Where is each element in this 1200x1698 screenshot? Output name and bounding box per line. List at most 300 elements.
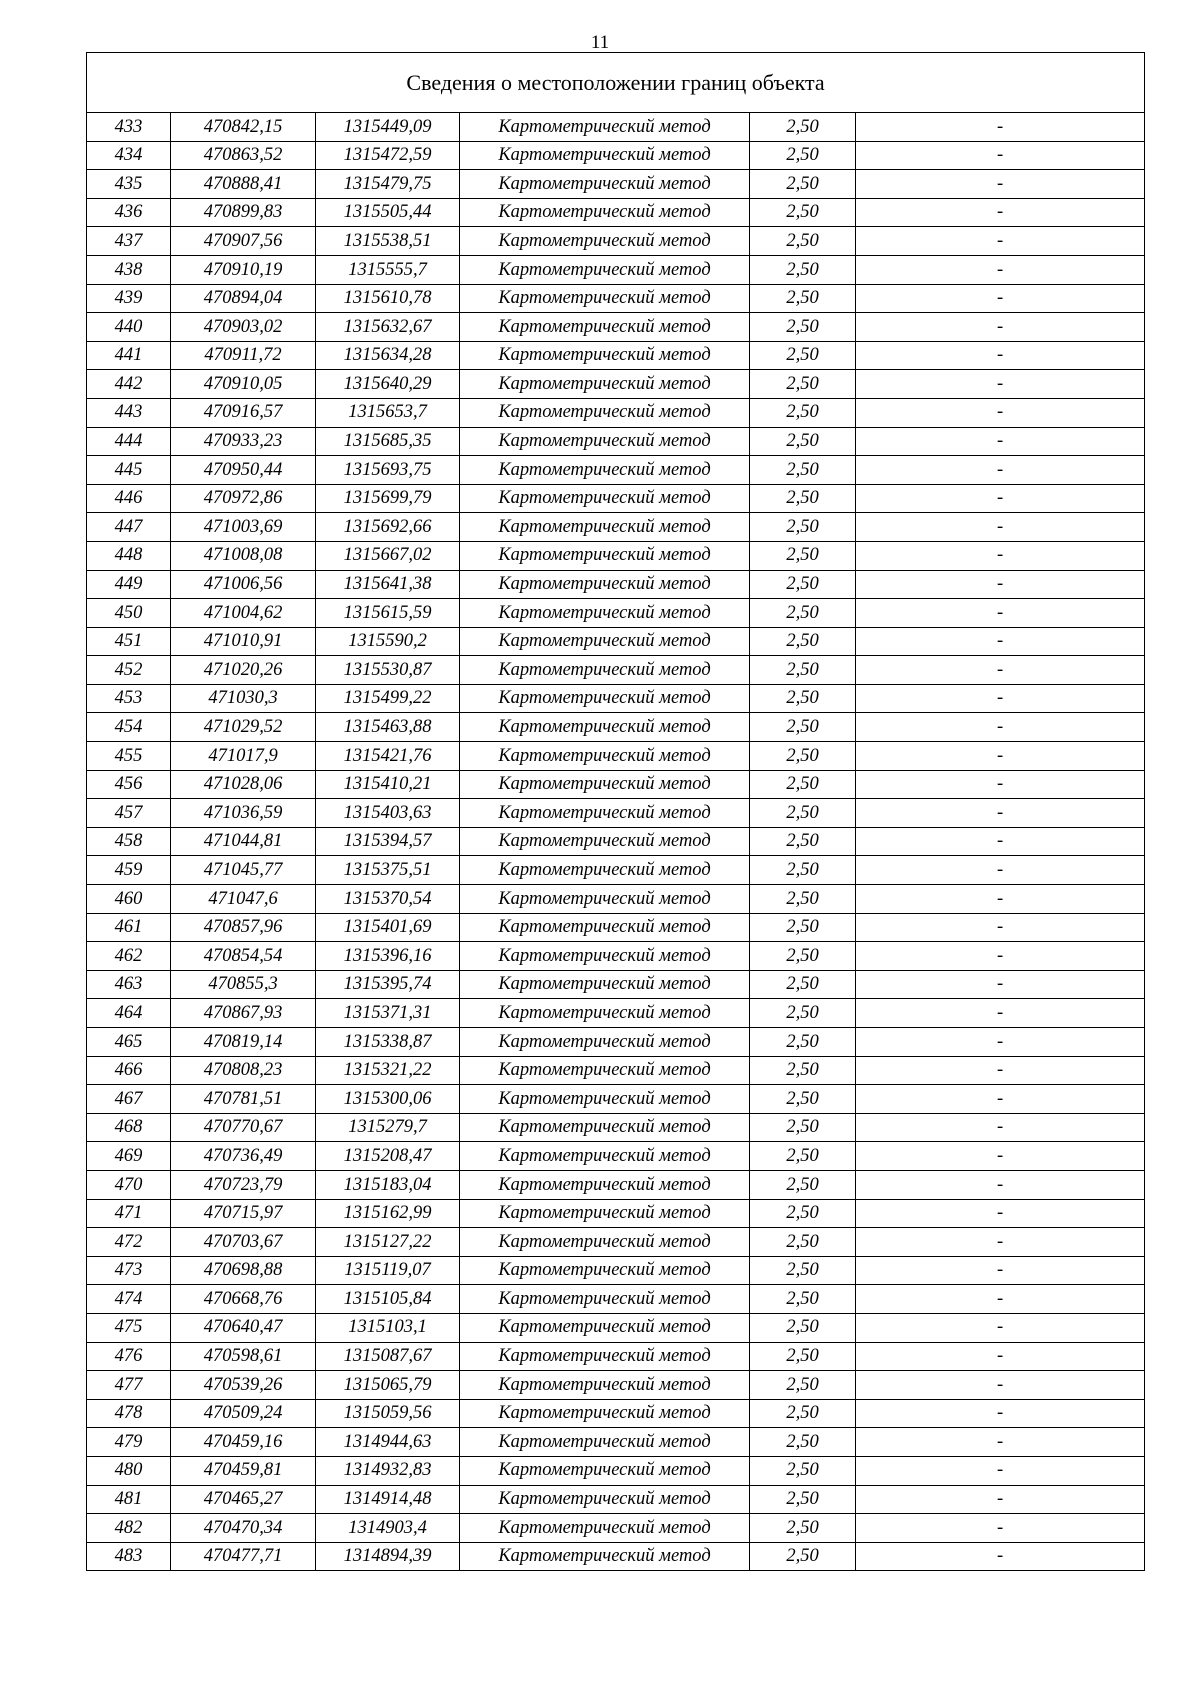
- table-title: Сведения о местоположении границ объекта: [87, 53, 1145, 113]
- accuracy-cell: 2,50: [750, 484, 856, 513]
- x-coordinate-cell: 470910,19: [171, 255, 316, 284]
- description-cell: -: [856, 113, 1145, 142]
- point-number-cell: 472: [87, 1228, 171, 1257]
- x-coordinate-cell: 470903,02: [171, 313, 316, 342]
- point-number-cell: 469: [87, 1142, 171, 1171]
- accuracy-cell: 2,50: [750, 113, 856, 142]
- table-row: [87, 627, 1145, 656]
- x-coordinate-cell: 471003,69: [171, 513, 316, 542]
- table-row: [87, 513, 1145, 542]
- description-cell: -: [856, 427, 1145, 456]
- method-cell: Картометрический метод: [460, 827, 750, 856]
- x-coordinate-cell: 470888,41: [171, 170, 316, 199]
- point-number-cell: 477: [87, 1371, 171, 1400]
- y-coordinate-cell: 1315371,31: [316, 999, 460, 1028]
- y-coordinate-cell: 1315375,51: [316, 856, 460, 885]
- y-coordinate-cell: 1315394,57: [316, 827, 460, 856]
- x-coordinate-cell: 470459,81: [171, 1456, 316, 1485]
- accuracy-cell: 2,50: [750, 970, 856, 999]
- description-cell: -: [856, 484, 1145, 513]
- x-coordinate-cell: 471044,81: [171, 827, 316, 856]
- x-coordinate-cell: 470916,57: [171, 398, 316, 427]
- point-number-cell: 438: [87, 255, 171, 284]
- method-cell: Картометрический метод: [460, 570, 750, 599]
- y-coordinate-cell: 1315403,63: [316, 799, 460, 828]
- accuracy-cell: 2,50: [750, 1371, 856, 1400]
- table-row: [87, 1199, 1145, 1228]
- table-row: [87, 427, 1145, 456]
- method-cell: Картометрический метод: [460, 627, 750, 656]
- table-row: [87, 713, 1145, 742]
- x-coordinate-cell: 471036,59: [171, 799, 316, 828]
- point-number-cell: 481: [87, 1485, 171, 1514]
- point-number-cell: 446: [87, 484, 171, 513]
- accuracy-cell: 2,50: [750, 141, 856, 170]
- y-coordinate-cell: 1315615,59: [316, 599, 460, 628]
- table-row: [87, 570, 1145, 599]
- point-number-cell: 441: [87, 341, 171, 370]
- method-cell: Картометрический метод: [460, 1256, 750, 1285]
- x-coordinate-cell: 470910,05: [171, 370, 316, 399]
- accuracy-cell: 2,50: [750, 1542, 856, 1571]
- point-number-cell: 473: [87, 1256, 171, 1285]
- x-coordinate-cell: 470509,24: [171, 1399, 316, 1428]
- x-coordinate-cell: 470459,16: [171, 1428, 316, 1457]
- table-row: [87, 1256, 1145, 1285]
- accuracy-cell: 2,50: [750, 856, 856, 885]
- method-cell: Картометрический метод: [460, 942, 750, 971]
- description-cell: -: [856, 1170, 1145, 1199]
- x-coordinate-cell: 470950,44: [171, 456, 316, 485]
- y-coordinate-cell: 1315449,09: [316, 113, 460, 142]
- point-number-cell: 474: [87, 1285, 171, 1314]
- point-number-cell: 466: [87, 1056, 171, 1085]
- y-coordinate-cell: 1315105,84: [316, 1285, 460, 1314]
- accuracy-cell: 2,50: [750, 627, 856, 656]
- table-row: [87, 255, 1145, 284]
- table-row: [87, 456, 1145, 485]
- point-number-cell: 452: [87, 656, 171, 685]
- description-cell: -: [856, 827, 1145, 856]
- point-number-cell: 454: [87, 713, 171, 742]
- point-number-cell: 448: [87, 541, 171, 570]
- accuracy-cell: 2,50: [750, 942, 856, 971]
- table-row: [87, 1113, 1145, 1142]
- method-cell: Картометрический метод: [460, 227, 750, 256]
- y-coordinate-cell: 1315505,44: [316, 198, 460, 227]
- y-coordinate-cell: 1315396,16: [316, 942, 460, 971]
- point-number-cell: 458: [87, 827, 171, 856]
- point-number-cell: 465: [87, 1028, 171, 1057]
- description-cell: -: [856, 255, 1145, 284]
- point-number-cell: 456: [87, 770, 171, 799]
- description-cell: -: [856, 227, 1145, 256]
- method-cell: Картометрический метод: [460, 170, 750, 199]
- method-cell: Картометрический метод: [460, 513, 750, 542]
- description-cell: -: [856, 913, 1145, 942]
- table-row: [87, 856, 1145, 885]
- method-cell: Картометрический метод: [460, 141, 750, 170]
- method-cell: Картометрический метод: [460, 1514, 750, 1543]
- accuracy-cell: 2,50: [750, 656, 856, 685]
- table-row: [87, 1142, 1145, 1171]
- y-coordinate-cell: 1315127,22: [316, 1228, 460, 1257]
- method-cell: Картометрический метод: [460, 1199, 750, 1228]
- accuracy-cell: 2,50: [750, 456, 856, 485]
- accuracy-cell: 2,50: [750, 255, 856, 284]
- point-number-cell: 435: [87, 170, 171, 199]
- table-row: [87, 942, 1145, 971]
- description-cell: -: [856, 284, 1145, 313]
- x-coordinate-cell: 470477,71: [171, 1542, 316, 1571]
- x-coordinate-cell: 470703,67: [171, 1228, 316, 1257]
- method-cell: Картометрический метод: [460, 684, 750, 713]
- table-row: [87, 341, 1145, 370]
- description-cell: -: [856, 970, 1145, 999]
- point-number-cell: 436: [87, 198, 171, 227]
- method-cell: Картометрический метод: [460, 341, 750, 370]
- method-cell: Картометрический метод: [460, 370, 750, 399]
- table-row: [87, 284, 1145, 313]
- point-number-cell: 483: [87, 1542, 171, 1571]
- point-number-cell: 471: [87, 1199, 171, 1228]
- description-cell: -: [856, 513, 1145, 542]
- description-cell: -: [856, 1313, 1145, 1342]
- point-number-cell: 433: [87, 113, 171, 142]
- method-cell: Картометрический метод: [460, 599, 750, 628]
- point-number-cell: 459: [87, 856, 171, 885]
- accuracy-cell: 2,50: [750, 513, 856, 542]
- method-cell: Картометрический метод: [460, 1085, 750, 1114]
- accuracy-cell: 2,50: [750, 1113, 856, 1142]
- description-cell: -: [856, 942, 1145, 971]
- x-coordinate-cell: 470894,04: [171, 284, 316, 313]
- description-cell: -: [856, 856, 1145, 885]
- y-coordinate-cell: 1315395,74: [316, 970, 460, 999]
- accuracy-cell: 2,50: [750, 599, 856, 628]
- accuracy-cell: 2,50: [750, 770, 856, 799]
- y-coordinate-cell: 1315300,06: [316, 1085, 460, 1114]
- table-row: [87, 970, 1145, 999]
- accuracy-cell: 2,50: [750, 827, 856, 856]
- table-row: [87, 742, 1145, 771]
- accuracy-cell: 2,50: [750, 341, 856, 370]
- y-coordinate-cell: 1315499,22: [316, 684, 460, 713]
- point-number-cell: 450: [87, 599, 171, 628]
- y-coordinate-cell: 1315338,87: [316, 1028, 460, 1057]
- description-cell: -: [856, 713, 1145, 742]
- x-coordinate-cell: 470857,96: [171, 913, 316, 942]
- accuracy-cell: 2,50: [750, 799, 856, 828]
- x-coordinate-cell: 470465,27: [171, 1485, 316, 1514]
- point-number-cell: 467: [87, 1085, 171, 1114]
- table-row: [87, 1056, 1145, 1085]
- point-number-cell: 447: [87, 513, 171, 542]
- description-cell: -: [856, 398, 1145, 427]
- point-number-cell: 455: [87, 742, 171, 771]
- point-number-cell: 439: [87, 284, 171, 313]
- table-row: [87, 999, 1145, 1028]
- table-row: [87, 1456, 1145, 1485]
- method-cell: Картометрический метод: [460, 799, 750, 828]
- table-row: [87, 1514, 1145, 1543]
- y-coordinate-cell: 1315401,69: [316, 913, 460, 942]
- point-number-cell: 434: [87, 141, 171, 170]
- point-number-cell: 462: [87, 942, 171, 971]
- table-row: [87, 1170, 1145, 1199]
- x-coordinate-cell: 471029,52: [171, 713, 316, 742]
- method-cell: Картометрический метод: [460, 656, 750, 685]
- method-cell: Картометрический метод: [460, 999, 750, 1028]
- x-coordinate-cell: 470863,52: [171, 141, 316, 170]
- x-coordinate-cell: 470808,23: [171, 1056, 316, 1085]
- description-cell: -: [856, 1514, 1145, 1543]
- table-row: [87, 170, 1145, 199]
- method-cell: Картометрический метод: [460, 113, 750, 142]
- table-row: [87, 1371, 1145, 1400]
- description-cell: -: [856, 341, 1145, 370]
- x-coordinate-cell: 470855,3: [171, 970, 316, 999]
- description-cell: -: [856, 1199, 1145, 1228]
- accuracy-cell: 2,50: [750, 885, 856, 914]
- x-coordinate-cell: 470781,51: [171, 1085, 316, 1114]
- table-row: [87, 484, 1145, 513]
- method-cell: Картометрический метод: [460, 284, 750, 313]
- accuracy-cell: 2,50: [750, 1085, 856, 1114]
- x-coordinate-cell: 471030,3: [171, 684, 316, 713]
- method-cell: Картометрический метод: [460, 198, 750, 227]
- description-cell: -: [856, 313, 1145, 342]
- accuracy-cell: 2,50: [750, 742, 856, 771]
- x-coordinate-cell: 470907,56: [171, 227, 316, 256]
- method-cell: Картометрический метод: [460, 255, 750, 284]
- method-cell: Картометрический метод: [460, 913, 750, 942]
- y-coordinate-cell: 1315530,87: [316, 656, 460, 685]
- x-coordinate-cell: 470867,93: [171, 999, 316, 1028]
- method-cell: Картометрический метод: [460, 1428, 750, 1457]
- accuracy-cell: 2,50: [750, 541, 856, 570]
- y-coordinate-cell: 1315693,75: [316, 456, 460, 485]
- y-coordinate-cell: 1315610,78: [316, 284, 460, 313]
- y-coordinate-cell: 1315183,04: [316, 1170, 460, 1199]
- description-cell: -: [856, 627, 1145, 656]
- accuracy-cell: 2,50: [750, 570, 856, 599]
- x-coordinate-cell: 470715,97: [171, 1199, 316, 1228]
- x-coordinate-cell: 471004,62: [171, 599, 316, 628]
- method-cell: Картометрический метод: [460, 1142, 750, 1171]
- y-coordinate-cell: 1315632,67: [316, 313, 460, 342]
- description-cell: -: [856, 684, 1145, 713]
- method-cell: Картометрический метод: [460, 1485, 750, 1514]
- method-cell: Картометрический метод: [460, 885, 750, 914]
- method-cell: Картометрический метод: [460, 856, 750, 885]
- x-coordinate-cell: 471017,9: [171, 742, 316, 771]
- method-cell: Картометрический метод: [460, 1170, 750, 1199]
- method-cell: Картометрический метод: [460, 1056, 750, 1085]
- description-cell: -: [856, 799, 1145, 828]
- description-cell: -: [856, 1085, 1145, 1114]
- y-coordinate-cell: 1315692,66: [316, 513, 460, 542]
- point-number-cell: 480: [87, 1456, 171, 1485]
- y-coordinate-cell: 1315162,99: [316, 1199, 460, 1228]
- method-cell: Картометрический метод: [460, 1342, 750, 1371]
- table-row: [87, 1542, 1145, 1571]
- table-row: [87, 1313, 1145, 1342]
- x-coordinate-cell: 471008,08: [171, 541, 316, 570]
- table-row: [87, 656, 1145, 685]
- table-row: [87, 1428, 1145, 1457]
- description-cell: -: [856, 1456, 1145, 1485]
- point-number-cell: 451: [87, 627, 171, 656]
- accuracy-cell: 2,50: [750, 913, 856, 942]
- accuracy-cell: 2,50: [750, 1285, 856, 1314]
- accuracy-cell: 2,50: [750, 427, 856, 456]
- point-number-cell: 443: [87, 398, 171, 427]
- method-cell: Картометрический метод: [460, 398, 750, 427]
- method-cell: Картометрический метод: [460, 1228, 750, 1257]
- description-cell: -: [856, 656, 1145, 685]
- x-coordinate-cell: 470770,67: [171, 1113, 316, 1142]
- point-number-cell: 449: [87, 570, 171, 599]
- y-coordinate-cell: 1315653,7: [316, 398, 460, 427]
- point-number-cell: 453: [87, 684, 171, 713]
- y-coordinate-cell: 1315641,38: [316, 570, 460, 599]
- description-cell: -: [856, 1371, 1145, 1400]
- x-coordinate-cell: 470598,61: [171, 1342, 316, 1371]
- accuracy-cell: 2,50: [750, 1142, 856, 1171]
- point-number-cell: 470: [87, 1170, 171, 1199]
- x-coordinate-cell: 471028,06: [171, 770, 316, 799]
- accuracy-cell: 2,50: [750, 999, 856, 1028]
- y-coordinate-cell: 1315370,54: [316, 885, 460, 914]
- y-coordinate-cell: 1315279,7: [316, 1113, 460, 1142]
- table-row: [87, 827, 1145, 856]
- description-cell: -: [856, 1228, 1145, 1257]
- description-cell: -: [856, 1056, 1145, 1085]
- method-cell: Картометрический метод: [460, 713, 750, 742]
- method-cell: Картометрический метод: [460, 427, 750, 456]
- method-cell: Картометрический метод: [460, 1113, 750, 1142]
- x-coordinate-cell: 470819,14: [171, 1028, 316, 1057]
- description-cell: -: [856, 1399, 1145, 1428]
- accuracy-cell: 2,50: [750, 1170, 856, 1199]
- accuracy-cell: 2,50: [750, 370, 856, 399]
- accuracy-cell: 2,50: [750, 1342, 856, 1371]
- description-cell: -: [856, 198, 1145, 227]
- method-cell: Картометрический метод: [460, 1399, 750, 1428]
- method-cell: Картометрический метод: [460, 742, 750, 771]
- accuracy-cell: 2,50: [750, 1399, 856, 1428]
- table-row: [87, 1285, 1145, 1314]
- accuracy-cell: 2,50: [750, 227, 856, 256]
- method-cell: Картометрический метод: [460, 770, 750, 799]
- method-cell: Картометрический метод: [460, 1542, 750, 1571]
- y-coordinate-cell: 1315463,88: [316, 713, 460, 742]
- description-cell: -: [856, 541, 1145, 570]
- x-coordinate-cell: 470470,34: [171, 1514, 316, 1543]
- description-cell: -: [856, 170, 1145, 199]
- x-coordinate-cell: 470736,49: [171, 1142, 316, 1171]
- y-coordinate-cell: 1315065,79: [316, 1371, 460, 1400]
- x-coordinate-cell: 470640,47: [171, 1313, 316, 1342]
- y-coordinate-cell: 1315634,28: [316, 341, 460, 370]
- x-coordinate-cell: 470899,83: [171, 198, 316, 227]
- point-number-cell: 479: [87, 1428, 171, 1457]
- table-row: [87, 398, 1145, 427]
- description-cell: -: [856, 1428, 1145, 1457]
- accuracy-cell: 2,50: [750, 284, 856, 313]
- accuracy-cell: 2,50: [750, 1514, 856, 1543]
- y-coordinate-cell: 1315640,29: [316, 370, 460, 399]
- table-row: [87, 913, 1145, 942]
- table-row: [87, 1028, 1145, 1057]
- point-number-cell: 464: [87, 999, 171, 1028]
- y-coordinate-cell: 1315410,21: [316, 770, 460, 799]
- x-coordinate-cell: 471006,56: [171, 570, 316, 599]
- accuracy-cell: 2,50: [750, 713, 856, 742]
- y-coordinate-cell: 1315087,67: [316, 1342, 460, 1371]
- y-coordinate-cell: 1315667,02: [316, 541, 460, 570]
- x-coordinate-cell: 470911,72: [171, 341, 316, 370]
- method-cell: Картометрический метод: [460, 1456, 750, 1485]
- table-row: [87, 541, 1145, 570]
- y-coordinate-cell: 1315479,75: [316, 170, 460, 199]
- x-coordinate-cell: 470854,54: [171, 942, 316, 971]
- point-number-cell: 482: [87, 1514, 171, 1543]
- x-coordinate-cell: 470972,86: [171, 484, 316, 513]
- x-coordinate-cell: 471020,26: [171, 656, 316, 685]
- y-coordinate-cell: 1315538,51: [316, 227, 460, 256]
- accuracy-cell: 2,50: [750, 198, 856, 227]
- point-number-cell: 444: [87, 427, 171, 456]
- page-number: 11: [590, 32, 610, 53]
- point-number-cell: 468: [87, 1113, 171, 1142]
- table-row: [87, 885, 1145, 914]
- description-cell: -: [856, 599, 1145, 628]
- y-coordinate-cell: 1315590,2: [316, 627, 460, 656]
- accuracy-cell: 2,50: [750, 1199, 856, 1228]
- point-number-cell: 457: [87, 799, 171, 828]
- table-row: [87, 313, 1145, 342]
- accuracy-cell: 2,50: [750, 313, 856, 342]
- y-coordinate-cell: 1315059,56: [316, 1399, 460, 1428]
- point-number-cell: 476: [87, 1342, 171, 1371]
- y-coordinate-cell: 1315699,79: [316, 484, 460, 513]
- accuracy-cell: 2,50: [750, 1228, 856, 1257]
- y-coordinate-cell: 1315208,47: [316, 1142, 460, 1171]
- description-cell: -: [856, 1256, 1145, 1285]
- description-cell: -: [856, 1485, 1145, 1514]
- method-cell: Картометрический метод: [460, 1028, 750, 1057]
- table-row: [87, 370, 1145, 399]
- accuracy-cell: 2,50: [750, 1485, 856, 1514]
- method-cell: Картометрический метод: [460, 541, 750, 570]
- description-cell: -: [856, 770, 1145, 799]
- description-cell: -: [856, 1028, 1145, 1057]
- table-row: [87, 198, 1145, 227]
- x-coordinate-cell: 470933,23: [171, 427, 316, 456]
- method-cell: Картометрический метод: [460, 1313, 750, 1342]
- accuracy-cell: 2,50: [750, 1313, 856, 1342]
- accuracy-cell: 2,50: [750, 1428, 856, 1457]
- table-title-row: [87, 53, 1145, 113]
- x-coordinate-cell: 471010,91: [171, 627, 316, 656]
- method-cell: Картометрический метод: [460, 970, 750, 999]
- table-row: [87, 1485, 1145, 1514]
- y-coordinate-cell: 1315103,1: [316, 1313, 460, 1342]
- table-row: [87, 1085, 1145, 1114]
- y-coordinate-cell: 1315421,76: [316, 742, 460, 771]
